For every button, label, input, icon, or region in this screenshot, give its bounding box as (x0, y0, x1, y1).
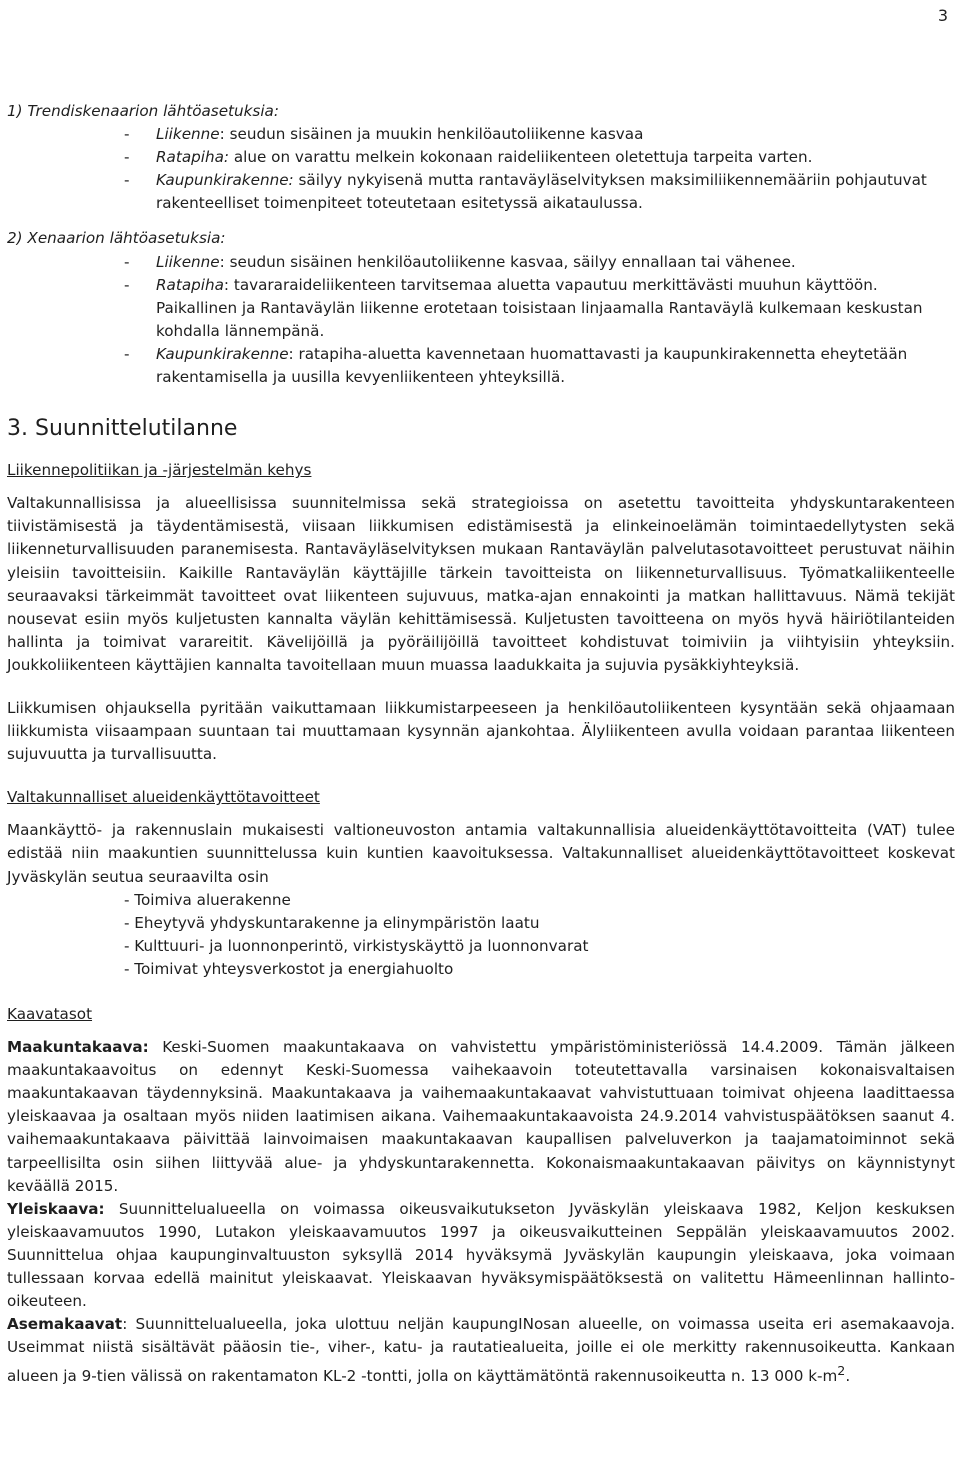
page-number: 3 (937, 6, 948, 25)
list-item (7, 123, 951, 146)
list-item (7, 274, 951, 343)
dash-bullet: - (124, 148, 130, 167)
asemakaavat-end: . (845, 1367, 851, 1386)
dash-bullet: - (124, 171, 130, 190)
item-term: Ratapiha (156, 275, 224, 294)
superscript-2: 2 (837, 1363, 846, 1379)
item-text: : seudun sisäinen ja muukin henkilöautoliikenne kasvaa (219, 125, 644, 144)
scenario-2-list (7, 251, 955, 390)
maakuntakaava-label: Maakuntakaava: (7, 1038, 149, 1057)
list-item: - Toimivat yhteysverkostot ja energiahuolto (124, 959, 454, 978)
item-text: säilyy nykyisenä mutta rantaväyläselvityksen maksimiliikennemääriin pohjautuvat rakenteelliset toimenpiteet toteutetaan esitetyssä aikataulussa. (156, 171, 927, 213)
item-term: Kaupunkirakenne: (156, 171, 294, 190)
dash-bullet: - (124, 275, 130, 294)
item-term: Kaupunkirakenne (156, 344, 289, 363)
yleiskaava-label: Yleiskaava: (7, 1199, 105, 1218)
dash-bullet: - (124, 125, 130, 144)
document-page (7, 100, 955, 1389)
maakuntakaava-paragraph (7, 1036, 955, 1198)
list-item (7, 343, 951, 389)
item-text: alue on varattu melkein kokonaan raideliikenteen oletettuja tarpeita varten. (229, 148, 813, 167)
vat-paragraph: Maankäyttö- ja rakennuslain mukaisesti valtioneuvoston antamia valtakunnallisia alueidenkäyttötavoitteita (VAT) tulee edistää niin maakuntien suunnittelussa kuin kuntien kaavoituksessa. Valtakunnalliset alueidenkäyttötavoitteet koskevat Jyväskylän seutua seuraavilta osin (7, 821, 955, 886)
asemakaavat-text: : Suunnittelualueella, joka ulottuu neljän kaupungINosan alueelle, on voimassa useita eri asemakaavoja. Useimmat niistä sisältävät pääosin tie-, viher-, katu- ja rautatiealueita, joille ei ole merkitty rakennusoikeutta. Kankaan alueen ja 9-tien välissä on rakentamaton KL-2 -tontti, jolla on käyttämätöntä rakennusoikeutta n. 13 000 k-m (7, 1315, 955, 1386)
policy-heading: Liikennepolitiikan ja -järjestelmän kehys (7, 461, 312, 480)
list-item: - Kulttuuri- ja luonnonperintö, virkistyskäyttö ja luonnonvarat (124, 936, 589, 955)
yleiskaava-paragraph (7, 1198, 955, 1313)
list-item: - Eheytyvä yhdyskuntarakenne ja elinympäristön laatu (124, 913, 540, 932)
item-text: : ratapiha-aluetta kavennetaan huomattavasti ja kaupunkirakennetta eheytetään rakentamisella ja uusilla kevyenliikenteen yhteyksillä. (156, 344, 908, 387)
dash-bullet: - (124, 252, 130, 271)
asemakaavat-paragraph (7, 1313, 955, 1388)
item-term: Liikenne (156, 252, 220, 271)
asemakaavat-label: Asemakaavat (7, 1315, 123, 1334)
vat-goal-list (7, 889, 955, 981)
item-text: : tavararaideliikenteen tarvitsemaa aluetta vapautuu merkittävästi muuhun käyttöön. Paikallinen ja Rantaväylän liikenne erotetaan toisistaan linjaamalla Rantaväylä kulkemaan keskustan kohdalla lännempänä. (156, 275, 923, 340)
list-item: - Toimiva aluerakenne (124, 890, 291, 909)
policy-paragraph-2: Liikkumisen ohjauksella pyritään vaikuttamaan liikkumistarpeeseen ja henkilöautoliikenteen kysyntään sekä ohjaamaan liikkumista viisaampaan suuntaan tai muuttamaan kysynnän ajankohtaa. Älyliikenteen avulla voidaan parantaa liikenteen sujuvuutta ja turvallisuutta. (7, 698, 955, 764)
maakuntakaava-text: Keski-Suomen maakuntakaava on vahvistettu ympäristöministeriössä 14.4.2009. Tämän jälkeen maakuntakaavoitus on edennyt Keski-Suomessa vaihekaavoin toteutettavalla varsinaisen kokonaisvaltaisen maakuntakaavan täydennyksinä. Maakuntakaava ja vaihemaakuntakaavat vahvistuttuaan toimivat ohjeena laadittaessa yleiskaavaa ja osaltaan myös niiden laatimisen aikana. Vaihemaakuntakaavoista 24.9.2014 vahvistuspäätöksen saanut 4. vaihemaakuntakaava päivittää lainvoimaisen maakuntakaavan kaupallisen palveluverkon ja taajamatoiminnot sekä tarpeellisilta osin siihen liittyvää alue- ja yhdyskuntarakennetta. Kokonaismaakuntakaavan päivitys on käynnistynyt keväällä 2015. (7, 1038, 955, 1195)
list-item (7, 146, 951, 169)
policy-paragraph-1: Valtakunnallisissa ja alueellisissa suunnitelmissa sekä strategioissa on asetettu tavoitteita yhdyskuntarakenteen tiivistämisestä ja täydentämisestä, viisaan liikkumisen edistämisestä ja elinkeinoelämän toimintaedellytysten sekä liikenneturvallisuuden paranemisesta. Rantaväyläselvityksen mukaan Rantaväylän palvelutasotavoitteet perustuvat näihin yleisiin tavoitteisiin. Kaikille Rantaväylän käyttäjille tärkein tavoitteista on liikenneturvallisuus. Työmatkaliikenteelle seuraavaksi tärkeimmät tavoitteet ovat liikenteen sujuvuus, matka-ajan ennakointi ja matkan hallittavuus. Nämä tekijät nousevat esiin myös kuljetusten kannalta väylän kehittämisessä. Kuljetusten tavoitteena on myös hyvä häiriötilanteiden hallinta ja toimivat varareitit. Kävelijöillä ja pyöräilijöillä tavoitteet kohdistuvat toimiviin ja viihtyisiin yhteyksiin. Joukkoliikenteen käyttäjien kannalta tavoitellaan muun muassa laadukkaita ja sujuvia pysäkkiyhteyksiä. (7, 494, 955, 674)
item-term: Ratapiha: (156, 148, 230, 167)
list-item (7, 251, 951, 274)
scenario-1-list (7, 123, 955, 215)
item-term: Liikenne (156, 125, 220, 144)
scenario-1-title: 1) Trendiskenaarion lähtöasetuksia: (7, 102, 279, 120)
vat-heading: Valtakunnalliset alueidenkäyttötavoitteet (7, 788, 320, 807)
section-heading: 3. Suunnittelutilanne (7, 416, 238, 442)
yleiskaava-text: Suunnittelualueella on voimassa oikeusvaikutukseton Jyväskylän yleiskaava 1982, Keljon keskuksen yleiskaavamuutos 1990, Lutakon yleiskaavamuutos 1997 ja oikeusvaikutteinen Seppälän yleiskaavamuutos 2002. Suunnittelua ohjaa kaupunginvaltuuston syksyllä 2014 hyväksymä Jyväskylän kaupungin yleiskaava, joka voimaan tullessaan korvaa edellä mainitut yleiskaavat. Yleiskaavan hyväksymispäätöksestä on valitettu Hämeenlinnan hallinto-oikeuteen. (7, 1199, 955, 1311)
plans-heading: Kaavatasot (7, 1005, 93, 1023)
item-text: : seudun sisäinen henkilöautoliikenne kasvaa, säilyy ennallaan tai vähenee. (219, 252, 796, 271)
scenario-2-title: 2) Xenaarion lähtöasetuksia: (7, 229, 226, 248)
dash-bullet: - (124, 344, 130, 363)
list-item (7, 169, 951, 215)
